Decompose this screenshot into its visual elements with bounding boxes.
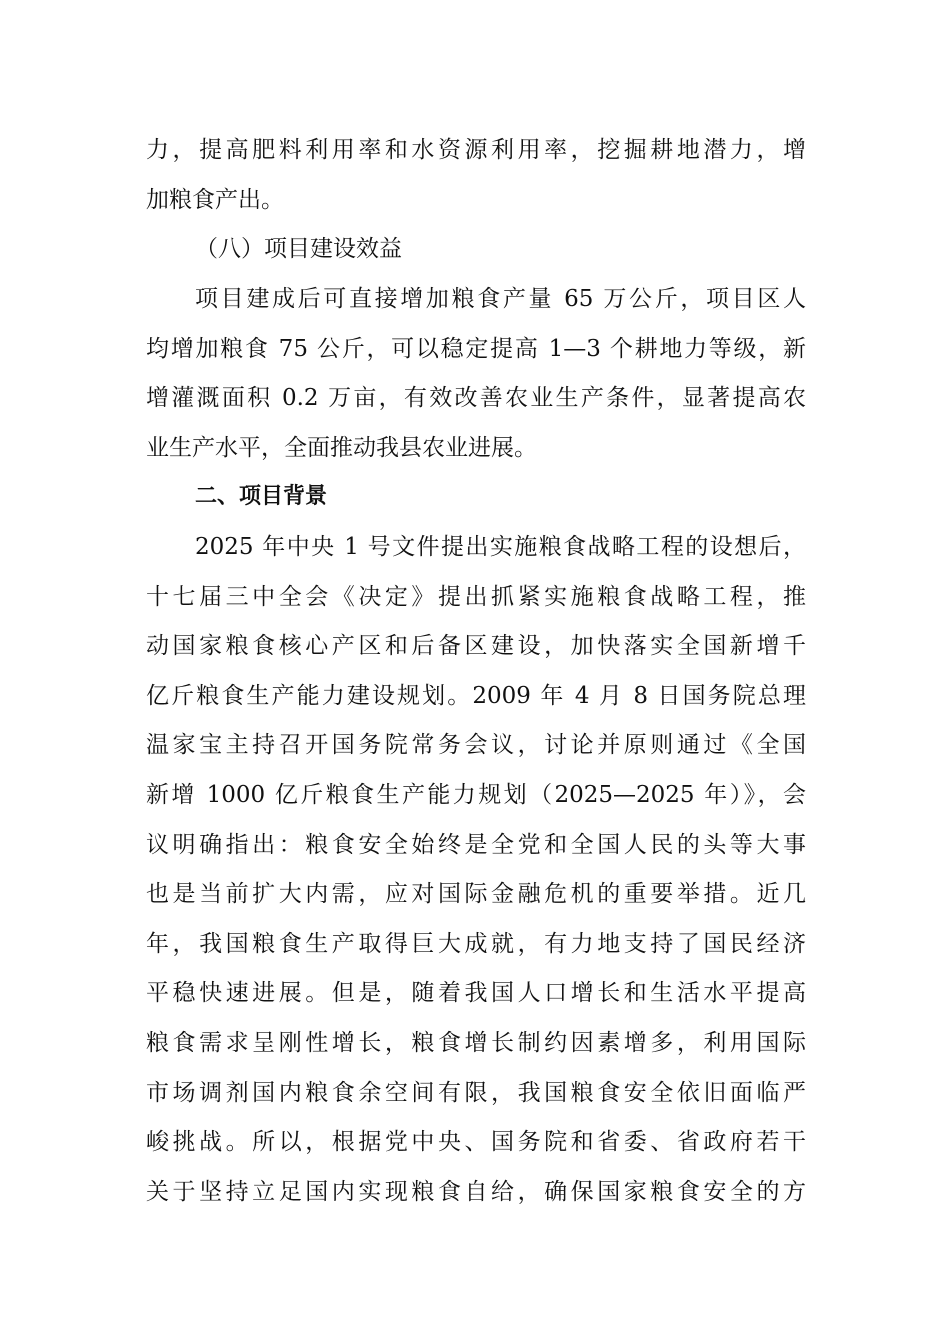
paragraph-line: 力，提高肥料利用率和水资源利用率，挖掘耕地潜力，增 [146,137,806,163]
paragraph-line: 亿斤粮食生产能力建设规划。2009 年 4 月 8 日国务院总理 [146,683,806,709]
section-subheading: （八）项目建设效益 [195,236,402,262]
paragraph-line: 加粮食产出。 [146,187,284,213]
section-heading: 二、项目背景 [195,484,328,509]
paragraph-line: 平稳快速进展。但是，随着我国人口增长和生活水平提高 [146,980,806,1006]
paragraph-line: 动国家粮食核心产区和后备区建设，加快落实全国新增千 [146,633,806,659]
paragraph-line: 粮食需求呈刚性增长，粮食增长制约因素增多，利用国际 [146,1030,806,1056]
paragraph-line: 市场调剂国内粮食余空间有限，我国粮食安全依旧面临严 [146,1080,806,1106]
paragraph-line: 业生产水平，全面推动我县农业进展。 [146,435,537,461]
paragraph-line: 新增 1000 亿斤粮食生产能力规划（2025—2025 年）》，会 [146,782,806,808]
paragraph-line: 温家宝主持召开国务院常务会议，讨论并原则通过《全国 [146,732,806,758]
paragraph-line: 2025 年中央 1 号文件提出实施粮食战略工程的设想后， [195,534,806,560]
paragraph-line: 均增加粮食 75 公斤，可以稳定提高 1—3 个耕地力等级，新 [146,336,806,362]
paragraph-line: 议明确指出：粮食安全始终是全党和全国人民的头等大事 [146,832,806,858]
paragraph-line: 十七届三中全会《决定》提出抓紧实施粮食战略工程，推 [146,584,806,610]
paragraph-line: 关于坚持立足国内实现粮食自给，确保国家粮食安全的方 [146,1179,806,1205]
paragraph-line: 峻挑战。所以，根据党中央、国务院和省委、省政府若干 [146,1129,806,1155]
paragraph-line: 增灌溉面积 0.2 万亩，有效改善农业生产条件，显著提高农 [146,385,806,411]
paragraph-line: 年，我国粮食生产取得巨大成就，有力地支持了国民经济 [146,931,806,957]
paragraph-line: 项目建成后可直接增加粮食产量 65 万公斤，项目区人 [195,286,806,312]
paragraph-line: 也是当前扩大内需，应对国际金融危机的重要举措。近几 [146,881,806,907]
